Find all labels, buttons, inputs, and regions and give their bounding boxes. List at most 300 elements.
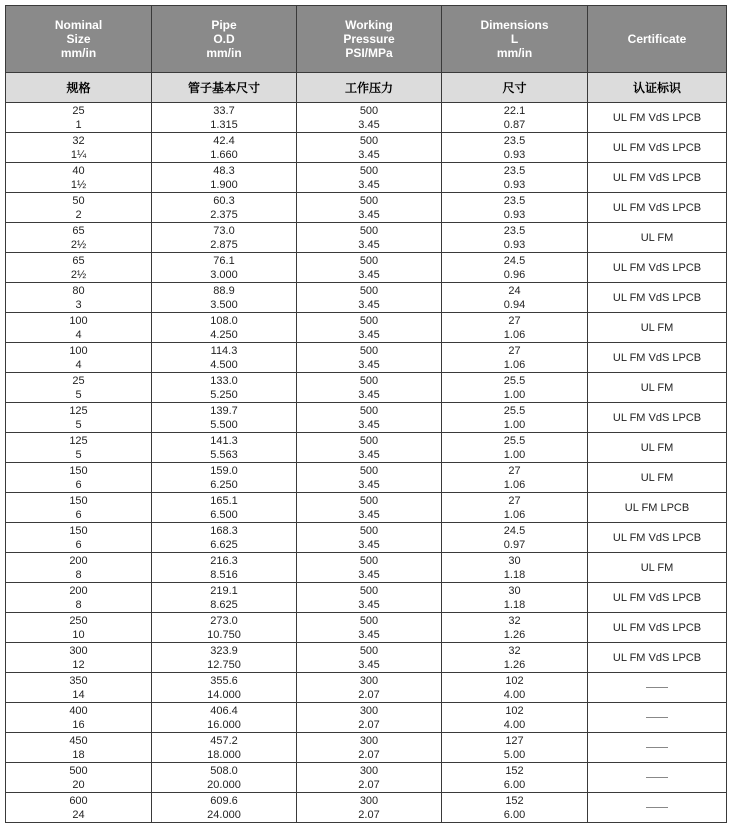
table-row xyxy=(6,283,727,313)
cell-value: 12.750 xyxy=(207,658,241,671)
table-row xyxy=(6,733,727,763)
cell-value: 2.07 xyxy=(358,778,380,791)
cell-value: 127 xyxy=(505,734,524,747)
certificate-cell xyxy=(588,793,727,823)
cell-value: 1 xyxy=(75,118,82,131)
table-header xyxy=(6,6,727,103)
header-line: mm/in xyxy=(496,46,533,60)
cell-value: 1.26 xyxy=(503,628,526,641)
od-cell xyxy=(152,403,297,433)
od-cell xyxy=(152,763,297,793)
cell-value: 219.1 xyxy=(210,584,238,597)
dimension-cell xyxy=(442,523,588,553)
od-cell xyxy=(152,583,297,613)
size-cell xyxy=(6,703,152,733)
cell-value: 1.06 xyxy=(503,358,526,371)
dimension-cell xyxy=(442,763,588,793)
cell-value: 400 xyxy=(69,704,88,717)
spec-table xyxy=(5,5,727,823)
cell-value: 2.07 xyxy=(358,748,380,761)
od-cell xyxy=(152,613,297,643)
cell-value: 102 xyxy=(505,704,524,717)
cell-value: 48.3 xyxy=(213,164,235,177)
certificate-value: UL FM xyxy=(640,321,674,334)
cell-value: 3.45 xyxy=(358,328,380,341)
pressure-cell xyxy=(297,433,442,463)
pressure-cell xyxy=(297,343,442,373)
table-row xyxy=(6,643,727,673)
certificate-value: UL FM VdS LPCB xyxy=(612,591,702,604)
certificate-value: UL FM VdS LPCB xyxy=(612,651,702,664)
cell-value: 108.0 xyxy=(210,314,238,327)
table-row xyxy=(6,163,727,193)
table-row xyxy=(6,553,727,583)
dimensions-cn-header: 尺寸 xyxy=(442,73,588,103)
table-row xyxy=(6,403,727,433)
header-line: Dimensions xyxy=(480,18,549,32)
certificate-cell xyxy=(588,493,727,523)
size-cell xyxy=(6,763,152,793)
table-row xyxy=(6,493,727,523)
cell-value: 6.250 xyxy=(210,478,238,491)
cell-value: 27 xyxy=(508,344,521,357)
cell-value: 1.00 xyxy=(503,448,526,461)
empty-dash xyxy=(646,687,668,688)
certificate-value: UL FM VdS LPCB xyxy=(612,531,702,544)
certificate-cell xyxy=(588,763,727,793)
size-cell xyxy=(6,253,152,283)
table-row xyxy=(6,253,727,283)
dimension-cell xyxy=(442,673,588,703)
cell-value: 3.45 xyxy=(358,448,380,461)
cell-value: 0.93 xyxy=(503,238,526,251)
cell-value: 141.3 xyxy=(210,434,238,447)
nominal-size-cn-header: 规格 xyxy=(6,73,152,103)
pressure-cell xyxy=(297,193,442,223)
cell-value: 1½ xyxy=(70,178,87,191)
certificate-cell xyxy=(588,643,727,673)
certificate-value: UL FM xyxy=(640,561,674,574)
cell-value: 3.45 xyxy=(358,298,380,311)
size-cell xyxy=(6,193,152,223)
pressure-cell xyxy=(297,733,442,763)
od-cell xyxy=(152,793,297,823)
cell-value: 3.45 xyxy=(358,388,380,401)
size-cell xyxy=(6,493,152,523)
cell-value: 42.4 xyxy=(213,134,235,147)
table-row xyxy=(6,343,727,373)
cell-value: 3.45 xyxy=(358,118,380,131)
od-cell xyxy=(152,673,297,703)
cell-value: 1.26 xyxy=(503,658,526,671)
size-cell xyxy=(6,103,152,133)
cell-value: 500 xyxy=(359,404,379,417)
certificate-header xyxy=(588,6,727,73)
cell-value: 4.500 xyxy=(210,358,238,371)
cell-value: 150 xyxy=(69,524,88,537)
cell-value: 27 xyxy=(508,314,521,327)
size-cell xyxy=(6,313,152,343)
dimension-cell xyxy=(442,613,588,643)
pressure-cell xyxy=(297,703,442,733)
cell-value: 4 xyxy=(75,358,82,371)
cell-value: 14 xyxy=(72,688,85,701)
table-row xyxy=(6,583,727,613)
cell-value: 14.000 xyxy=(207,688,241,701)
cell-value: 5.250 xyxy=(210,388,238,401)
pressure-cell xyxy=(297,553,442,583)
dimension-cell xyxy=(442,493,588,523)
pressure-cell xyxy=(297,373,442,403)
cell-value: 500 xyxy=(359,284,379,297)
certificate-cell xyxy=(588,193,727,223)
cell-value: 24 xyxy=(508,284,521,297)
cell-value: 200 xyxy=(69,554,88,567)
cell-value: 1.18 xyxy=(503,598,526,611)
size-cell xyxy=(6,583,152,613)
pressure-cell xyxy=(297,523,442,553)
table-row xyxy=(6,463,727,493)
dimension-cell xyxy=(442,403,588,433)
od-cell xyxy=(152,283,297,313)
cell-value: 1.900 xyxy=(210,178,238,191)
certificate-cell xyxy=(588,553,727,583)
pressure-cell xyxy=(297,223,442,253)
certificate-cell xyxy=(588,373,727,403)
od-cell xyxy=(152,103,297,133)
header-line: mm/in xyxy=(206,46,242,60)
dimension-cell xyxy=(442,163,588,193)
pressure-cell xyxy=(297,493,442,523)
cell-value: 5 xyxy=(75,388,82,401)
od-cell xyxy=(152,493,297,523)
cell-value: 114.3 xyxy=(210,344,238,357)
cell-value: 3.45 xyxy=(358,568,380,581)
table-row xyxy=(6,793,727,823)
cell-value: 350 xyxy=(69,674,88,687)
cell-value: 0.97 xyxy=(503,538,526,551)
table-row xyxy=(6,673,727,703)
certificate-value: UL FM LPCB xyxy=(624,501,690,514)
cell-value: 25 xyxy=(72,374,85,387)
cell-value: 500 xyxy=(359,314,379,327)
cell-value: 2½ xyxy=(70,238,87,251)
cell-value: 6.00 xyxy=(503,808,526,821)
cell-value: 3.45 xyxy=(358,418,380,431)
cell-value: 3 xyxy=(75,298,82,311)
cell-value: 80 xyxy=(72,284,85,297)
certificate-value: UL FM VdS LPCB xyxy=(612,201,702,214)
cell-value: 500 xyxy=(359,254,379,267)
pipe-od-cn-header: 管子基本尺寸 xyxy=(152,73,297,103)
certificate-cell xyxy=(588,613,727,643)
cell-value: 5.500 xyxy=(210,418,238,431)
table-row xyxy=(6,103,727,133)
cell-value: 23.5 xyxy=(503,194,526,207)
certificate-value: UL FM xyxy=(640,381,674,394)
cell-value: 0.93 xyxy=(503,208,526,221)
cell-value: 73.0 xyxy=(213,224,235,237)
pressure-cell xyxy=(297,103,442,133)
certificate-value: UL FM xyxy=(640,441,674,454)
od-cell xyxy=(152,193,297,223)
cell-value: 102 xyxy=(505,674,524,687)
cell-value: 2.875 xyxy=(210,238,238,251)
cell-value: 6.625 xyxy=(210,538,238,551)
cell-value: 2.375 xyxy=(210,208,238,221)
size-cell xyxy=(6,553,152,583)
cell-value: 4.00 xyxy=(503,718,526,731)
cell-value: 200 xyxy=(69,584,88,597)
header-line: Working xyxy=(345,18,393,32)
cell-value: 500 xyxy=(359,524,379,537)
cell-value: 159.0 xyxy=(210,464,238,477)
cell-value: 300 xyxy=(69,644,88,657)
dimension-cell xyxy=(442,793,588,823)
certificate-cell xyxy=(588,403,727,433)
od-cell xyxy=(152,553,297,583)
pressure-cell xyxy=(297,463,442,493)
size-cell xyxy=(6,223,152,253)
cell-value: 27 xyxy=(508,464,521,477)
cell-value: 40 xyxy=(72,164,85,177)
size-cell xyxy=(6,133,152,163)
size-cell xyxy=(6,283,152,313)
dimension-cell xyxy=(442,463,588,493)
cell-value: 12 xyxy=(72,658,85,671)
cell-value: 3.45 xyxy=(358,628,380,641)
cell-value: 500 xyxy=(359,584,379,597)
pressure-cell xyxy=(297,253,442,283)
dimension-cell xyxy=(442,733,588,763)
od-cell xyxy=(152,373,297,403)
header-line: Nominal xyxy=(54,18,103,32)
cell-value: 3.45 xyxy=(358,538,380,551)
pressure-cell xyxy=(297,163,442,193)
certificate-cell xyxy=(588,163,727,193)
cell-value: 65 xyxy=(72,224,85,237)
size-cell xyxy=(6,373,152,403)
cell-value: 323.9 xyxy=(210,644,238,657)
certificate-cell xyxy=(588,673,727,703)
dimension-cell xyxy=(442,343,588,373)
header-line: Pipe xyxy=(211,18,237,32)
cell-value: 25.5 xyxy=(503,404,526,417)
size-cell xyxy=(6,643,152,673)
certificate-value: UL FM VdS LPCB xyxy=(612,621,702,634)
pressure-cell xyxy=(297,283,442,313)
cell-value: 1.06 xyxy=(503,328,526,341)
cell-value: 3.45 xyxy=(358,238,380,251)
cell-value: 76.1 xyxy=(213,254,235,267)
dimension-cell xyxy=(442,283,588,313)
size-cell xyxy=(6,343,152,373)
cell-value: 3.45 xyxy=(358,268,380,281)
size-cell xyxy=(6,463,152,493)
cell-value: 16.000 xyxy=(207,718,241,731)
header-row-chinese xyxy=(6,73,727,103)
cell-value: 8 xyxy=(75,598,82,611)
size-cell xyxy=(6,733,152,763)
working-pressure-header xyxy=(297,6,442,73)
cell-value: 500 xyxy=(359,224,379,237)
cell-value: 32 xyxy=(508,644,521,657)
cell-value: 32 xyxy=(72,134,85,147)
pressure-cell xyxy=(297,133,442,163)
cell-value: 3.45 xyxy=(358,148,380,161)
certificate-value: UL FM xyxy=(640,471,674,484)
cell-value: 3.45 xyxy=(358,178,380,191)
table-row xyxy=(6,193,727,223)
cell-value: 10 xyxy=(72,628,85,641)
cell-value: 500 xyxy=(359,164,379,177)
certificate-cell xyxy=(588,103,727,133)
cell-value: 0.94 xyxy=(503,298,526,311)
cell-value: 2 xyxy=(75,208,82,221)
cell-value: 100 xyxy=(69,344,88,357)
empty-dash xyxy=(646,807,668,808)
cell-value: 50 xyxy=(72,194,85,207)
table-row xyxy=(6,703,727,733)
od-cell xyxy=(152,313,297,343)
cell-value: 20.000 xyxy=(207,778,241,791)
cell-value: 500 xyxy=(359,464,379,477)
table-row xyxy=(6,523,727,553)
dimension-cell xyxy=(442,253,588,283)
cell-value: 0.96 xyxy=(503,268,526,281)
table-row xyxy=(6,133,727,163)
cell-value: 8.625 xyxy=(210,598,238,611)
cell-value: 6.500 xyxy=(210,508,238,521)
dimension-cell xyxy=(442,433,588,463)
cell-value: 18 xyxy=(72,748,85,761)
od-cell xyxy=(152,433,297,463)
cell-value: 216.3 xyxy=(210,554,238,567)
cell-value: 450 xyxy=(69,734,88,747)
size-cell xyxy=(6,433,152,463)
certificate-value: UL FM VdS LPCB xyxy=(612,411,702,424)
cell-value: 30 xyxy=(508,554,521,567)
certificate-cell xyxy=(588,253,727,283)
cell-value: 1.18 xyxy=(503,568,526,581)
dimension-cell xyxy=(442,223,588,253)
dimension-cell xyxy=(442,643,588,673)
header-line: Pressure xyxy=(343,32,395,46)
header-line: O.D xyxy=(213,32,235,46)
size-cell xyxy=(6,613,152,643)
cell-value: 24.5 xyxy=(503,254,526,267)
cell-value: 300 xyxy=(359,704,379,717)
cell-value: 100 xyxy=(69,314,88,327)
size-cell xyxy=(6,523,152,553)
table-row xyxy=(6,373,727,403)
cell-value: 25 xyxy=(72,104,85,117)
cell-value: 150 xyxy=(69,494,88,507)
cell-value: 150 xyxy=(69,464,88,477)
empty-dash xyxy=(646,777,668,778)
cell-value: 1.315 xyxy=(210,118,238,131)
cell-value: 6 xyxy=(75,538,82,551)
cell-value: 139.7 xyxy=(210,404,238,417)
empty-dash xyxy=(646,747,668,748)
certificate-value: UL FM VdS LPCB xyxy=(612,171,702,184)
certificate-value: UL FM VdS LPCB xyxy=(612,141,702,154)
cell-value: 300 xyxy=(359,674,379,687)
cell-value: 60.3 xyxy=(213,194,235,207)
cell-value: 23.5 xyxy=(503,224,526,237)
cell-value: 8 xyxy=(75,568,82,581)
cell-value: 3.45 xyxy=(358,598,380,611)
certificate-value: UL FM VdS LPCB xyxy=(612,351,702,364)
certificate-cell xyxy=(588,703,727,733)
header-line: Certificate xyxy=(627,32,687,46)
dimension-cell xyxy=(442,193,588,223)
cell-value: 88.9 xyxy=(213,284,235,297)
cell-value: 0.93 xyxy=(503,148,526,161)
cell-value: 6 xyxy=(75,478,82,491)
pressure-cell xyxy=(297,793,442,823)
cell-value: 4.00 xyxy=(503,688,526,701)
cell-value: 500 xyxy=(359,554,379,567)
cell-value: 22.1 xyxy=(503,104,526,117)
certificate-cell xyxy=(588,133,727,163)
cell-value: 3.500 xyxy=(210,298,238,311)
cell-value: 33.7 xyxy=(213,104,235,117)
cell-value: 300 xyxy=(359,764,379,777)
cell-value: 10.750 xyxy=(207,628,241,641)
header-line: PSI/MPa xyxy=(345,46,393,60)
size-cell xyxy=(6,403,152,433)
cell-value: 18.000 xyxy=(207,748,241,761)
dimension-cell xyxy=(442,103,588,133)
cell-value: 20 xyxy=(72,778,85,791)
pressure-cell xyxy=(297,313,442,343)
cell-value: 1.00 xyxy=(503,388,526,401)
od-cell xyxy=(152,463,297,493)
cell-value: 1.660 xyxy=(210,148,238,161)
pipe-od-header xyxy=(152,6,297,73)
certificate-cell xyxy=(588,523,727,553)
od-cell xyxy=(152,523,297,553)
table-body xyxy=(6,103,727,823)
od-cell xyxy=(152,733,297,763)
dimension-cell xyxy=(442,313,588,343)
cell-value: 5 xyxy=(75,418,82,431)
cell-value: 500 xyxy=(359,104,379,117)
cell-value: 165.1 xyxy=(210,494,238,507)
cell-value: 1¼ xyxy=(70,148,87,161)
cell-value: 6.00 xyxy=(503,778,526,791)
cell-value: 250 xyxy=(69,614,88,627)
od-cell xyxy=(152,643,297,673)
cell-value: 406.4 xyxy=(210,704,238,717)
dimension-cell xyxy=(442,583,588,613)
certificate-cell xyxy=(588,223,727,253)
cell-value: 500 xyxy=(69,764,88,777)
header-row-english xyxy=(6,6,727,73)
cell-value: 24.5 xyxy=(503,524,526,537)
certificate-cell xyxy=(588,283,727,313)
od-cell xyxy=(152,223,297,253)
dimension-cell xyxy=(442,133,588,163)
cell-value: 2.07 xyxy=(358,718,380,731)
cell-value: 3.000 xyxy=(210,268,238,281)
dimension-cell xyxy=(442,373,588,403)
header-line: L xyxy=(510,32,519,46)
pressure-cell xyxy=(297,763,442,793)
cell-value: 3.45 xyxy=(358,658,380,671)
cell-value: 8.516 xyxy=(210,568,238,581)
